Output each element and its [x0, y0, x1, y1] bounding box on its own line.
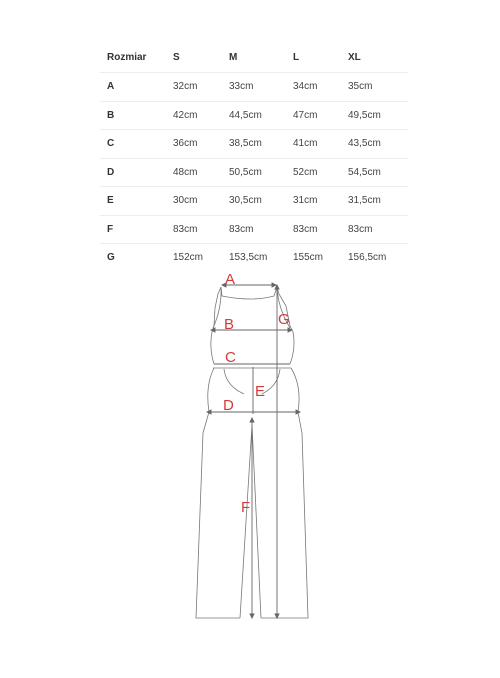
cell-l: 52cm	[293, 166, 318, 178]
cell-l: 31cm	[293, 195, 318, 206]
cell-m: 38,5cm	[229, 138, 262, 149]
cell-m: 50,5cm	[229, 166, 262, 178]
cell-s: 83cm	[173, 223, 198, 235]
cell-l: 155cm	[293, 252, 324, 263]
cell-xl: 35cm	[348, 81, 373, 92]
header-xl: XL	[348, 52, 361, 63]
table-row	[100, 73, 408, 102]
cell-xl: 43,5cm	[348, 138, 381, 149]
row-label: D	[107, 166, 115, 178]
cell-xl: 83cm	[348, 223, 373, 235]
size-table	[100, 44, 408, 272]
table-row	[100, 130, 408, 159]
header-size: Rozmiar	[107, 52, 147, 63]
header-m: M	[229, 52, 238, 63]
row-label: B	[107, 109, 115, 121]
label-a: A	[225, 271, 236, 288]
cell-s: 36cm	[173, 138, 198, 149]
header-s: S	[173, 52, 180, 63]
cell-s: 152cm	[173, 252, 204, 263]
label-d: D	[223, 397, 234, 414]
cell-s: 42cm	[173, 109, 198, 121]
cell-xl: 156,5cm	[348, 252, 387, 263]
cell-l: 83cm	[293, 223, 318, 235]
cell-m: 83cm	[229, 223, 254, 235]
cell-m: 44,5cm	[229, 109, 262, 121]
cell-xl: 49,5cm	[348, 109, 381, 121]
jumpsuit-outline-drawing	[0, 268, 500, 628]
cell-xl: 31,5cm	[348, 195, 381, 206]
table-row	[100, 159, 408, 188]
table-row	[100, 216, 408, 245]
row-label: E	[107, 195, 114, 206]
label-c: C	[225, 349, 236, 366]
row-label: C	[107, 138, 115, 149]
cell-s: 32cm	[173, 81, 198, 92]
table-row	[100, 187, 408, 216]
cell-l: 41cm	[293, 138, 318, 149]
label-b: B	[224, 316, 235, 333]
label-f: F	[241, 499, 251, 516]
cell-m: 33cm	[229, 81, 254, 92]
row-label: F	[107, 223, 114, 235]
cell-s: 30cm	[173, 195, 198, 206]
cell-l: 34cm	[293, 81, 318, 92]
row-label: A	[107, 81, 115, 92]
garment-diagram	[0, 268, 500, 628]
cell-xl: 54,5cm	[348, 166, 381, 178]
cell-m: 30,5cm	[229, 195, 262, 206]
cell-s: 48cm	[173, 166, 198, 178]
table-header-row	[100, 44, 408, 73]
label-g: G	[278, 311, 290, 328]
row-label: G	[107, 252, 115, 263]
table-row	[100, 102, 408, 131]
label-e: E	[255, 383, 266, 400]
cell-l: 47cm	[293, 109, 318, 121]
header-l: L	[293, 52, 300, 63]
cell-m: 153,5cm	[229, 252, 268, 263]
